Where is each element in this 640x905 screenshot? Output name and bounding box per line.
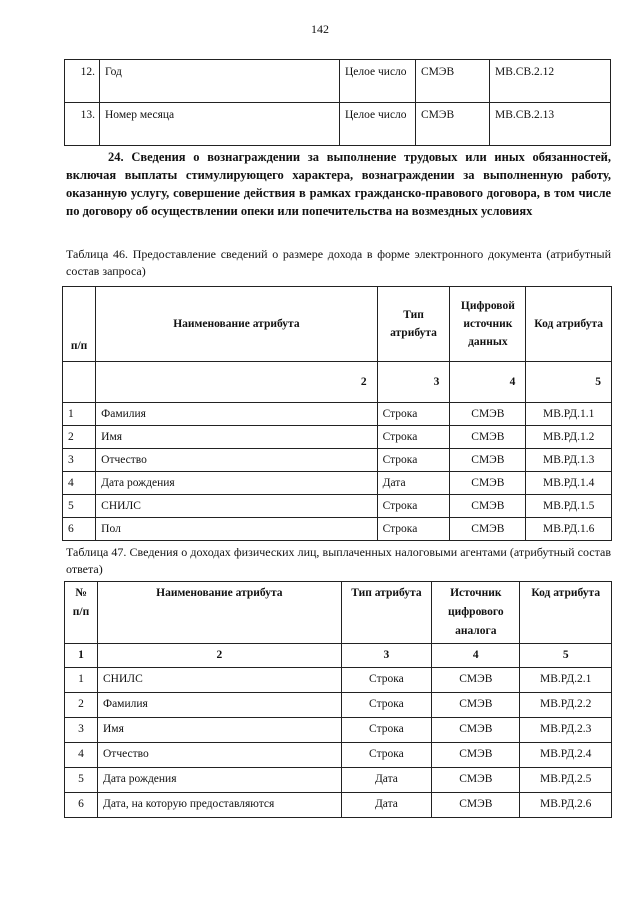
- cell-source: СМЭВ: [432, 668, 520, 693]
- cell-code: МВ.РД.2.1: [520, 668, 612, 693]
- column-number: 2: [96, 362, 377, 403]
- cell-code: МВ.РД.1.5: [526, 495, 612, 518]
- cell-code: МВ.РД.1.6: [526, 518, 612, 541]
- cell-num: 3: [63, 449, 96, 472]
- cell-name: Дата, на которую предоставляются: [97, 793, 341, 818]
- cell-type: Строка: [377, 426, 450, 449]
- cell-type: Строка: [377, 495, 450, 518]
- cell-num: 13.: [65, 103, 100, 146]
- cell-code: МВ.СВ.2.13: [490, 103, 611, 146]
- table-row: [65, 768, 612, 793]
- column-number-row: [63, 362, 612, 403]
- cell-name: Год: [100, 60, 340, 103]
- table-row: [63, 403, 612, 426]
- table-row: [63, 449, 612, 472]
- cell-type: Дата: [377, 472, 450, 495]
- cell-source: СМЭВ: [432, 793, 520, 818]
- header-cell-name: Наименование атрибута: [96, 287, 377, 362]
- cell-num: 2: [65, 693, 98, 718]
- cell-name: Пол: [96, 518, 377, 541]
- cell-code: МВ.РД.2.5: [520, 768, 612, 793]
- cell-name: Отчество: [97, 743, 341, 768]
- table-header-row: [63, 287, 612, 362]
- cell-name: Номер месяца: [100, 103, 340, 146]
- column-number: 5: [526, 362, 612, 403]
- cell-num: 3: [65, 718, 98, 743]
- column-number: 5: [520, 644, 612, 668]
- table-row: [63, 426, 612, 449]
- cell-type: Целое число: [340, 60, 416, 103]
- table-row: [65, 718, 612, 743]
- cell-code: МВ.РД.2.3: [520, 718, 612, 743]
- cell-name: Дата рождения: [96, 472, 377, 495]
- table-row: [65, 743, 612, 768]
- cell-code: МВ.РД.2.2: [520, 693, 612, 718]
- table-47: [64, 581, 612, 818]
- cell-name: Имя: [96, 426, 377, 449]
- cell-type: Дата: [341, 768, 431, 793]
- cell-source: СМЭВ: [450, 495, 526, 518]
- cell-code: МВ.РД.2.4: [520, 743, 612, 768]
- cell-code: МВ.РД.1.4: [526, 472, 612, 495]
- cell-source: СМЭВ: [432, 693, 520, 718]
- cell-source: СМЭВ: [432, 768, 520, 793]
- table-46-caption: Таблица 46. Предоставление сведений о размере дохода в форме электронного документа (атрибутный состав запроса): [66, 247, 611, 278]
- continuation-table: [64, 59, 611, 146]
- cell-num: 6: [63, 518, 96, 541]
- cell-num: 1: [63, 403, 96, 426]
- header-cell-source: Источник цифрового аналога: [432, 582, 520, 644]
- header-cell-num: п/п: [63, 287, 96, 362]
- column-number: 4: [450, 362, 526, 403]
- cell-code: МВ.СВ.2.12: [490, 60, 611, 103]
- header-cell-type: Тип атрибута: [377, 287, 450, 362]
- cell-name: СНИЛС: [97, 668, 341, 693]
- header-cell-name: Наименование атрибута: [97, 582, 341, 644]
- cell-name: Дата рождения: [97, 768, 341, 793]
- header-cell-code: Код атрибута: [520, 582, 612, 644]
- table-header-row: [65, 582, 612, 644]
- cell-num: 4: [65, 743, 98, 768]
- cell-type: Строка: [341, 743, 431, 768]
- cell-source: СМЭВ: [416, 103, 490, 146]
- table-46: [62, 286, 612, 541]
- column-number-row: [65, 644, 612, 668]
- column-number: 3: [341, 644, 431, 668]
- table-row: [63, 495, 612, 518]
- cell-num: 6: [65, 793, 98, 818]
- cell-num: 5: [65, 768, 98, 793]
- cell-source: СМЭВ: [450, 426, 526, 449]
- cell-code: МВ.РД.1.1: [526, 403, 612, 426]
- header-cell-code: Код атрибута: [526, 287, 612, 362]
- cell-num: 5: [63, 495, 96, 518]
- cell-name: Фамилия: [96, 403, 377, 426]
- cell-type: Строка: [377, 518, 450, 541]
- cell-num: 4: [63, 472, 96, 495]
- cell-num: 1: [65, 668, 98, 693]
- cell-type: Строка: [341, 718, 431, 743]
- header-cell-type: Тип атрибута: [341, 582, 431, 644]
- cell-num: 2: [63, 426, 96, 449]
- cell-type: Дата: [341, 793, 431, 818]
- cell-source: СМЭВ: [432, 743, 520, 768]
- cell-type: Целое число: [340, 103, 416, 146]
- cell-code: МВ.РД.2.6: [520, 793, 612, 818]
- section-heading: 24. Сведения о вознаграждении за выполнение трудовых или иных обязанностей, включая выплаты стимулирующего характера, вознаграждении за выполненную работу, оказанную услугу, совершение действия в рамках гражданско-правового договора, в том числе по договору об осуществлении опеки или попечительства на возмездных условиях: [66, 150, 611, 218]
- column-number: 4: [432, 644, 520, 668]
- cell-source: СМЭВ: [450, 449, 526, 472]
- cell-type: Строка: [341, 668, 431, 693]
- cell-name: Фамилия: [97, 693, 341, 718]
- table-row: [63, 518, 612, 541]
- column-number: 1: [65, 644, 98, 668]
- header-cell-source: Цифровой источник данных: [450, 287, 526, 362]
- page-number: 142: [311, 22, 329, 36]
- table-row: [65, 60, 611, 103]
- cell-name: Отчество: [96, 449, 377, 472]
- cell-source: СМЭВ: [450, 403, 526, 426]
- table-row: [65, 793, 612, 818]
- cell-source: СМЭВ: [450, 472, 526, 495]
- column-number: 3: [377, 362, 450, 403]
- cell-name: Имя: [97, 718, 341, 743]
- cell-code: МВ.РД.1.2: [526, 426, 612, 449]
- table-row: [65, 693, 612, 718]
- column-number: [63, 362, 96, 403]
- table-47-caption: Таблица 47. Сведения о доходах физических лиц, выплаченных налоговыми агентами (атрибутный состав ответа): [66, 545, 611, 576]
- cell-source: СМЭВ: [416, 60, 490, 103]
- header-cell-num: № п/п: [65, 582, 98, 644]
- cell-source: СМЭВ: [432, 718, 520, 743]
- table-row: [65, 103, 611, 146]
- table-row: [63, 472, 612, 495]
- cell-code: МВ.РД.1.3: [526, 449, 612, 472]
- cell-source: СМЭВ: [450, 518, 526, 541]
- cell-type: Строка: [341, 693, 431, 718]
- cell-type: Строка: [377, 403, 450, 426]
- cell-name: СНИЛС: [96, 495, 377, 518]
- cell-type: Строка: [377, 449, 450, 472]
- column-number: 2: [97, 644, 341, 668]
- cell-num: 12.: [65, 60, 100, 103]
- table-row: [65, 668, 612, 693]
